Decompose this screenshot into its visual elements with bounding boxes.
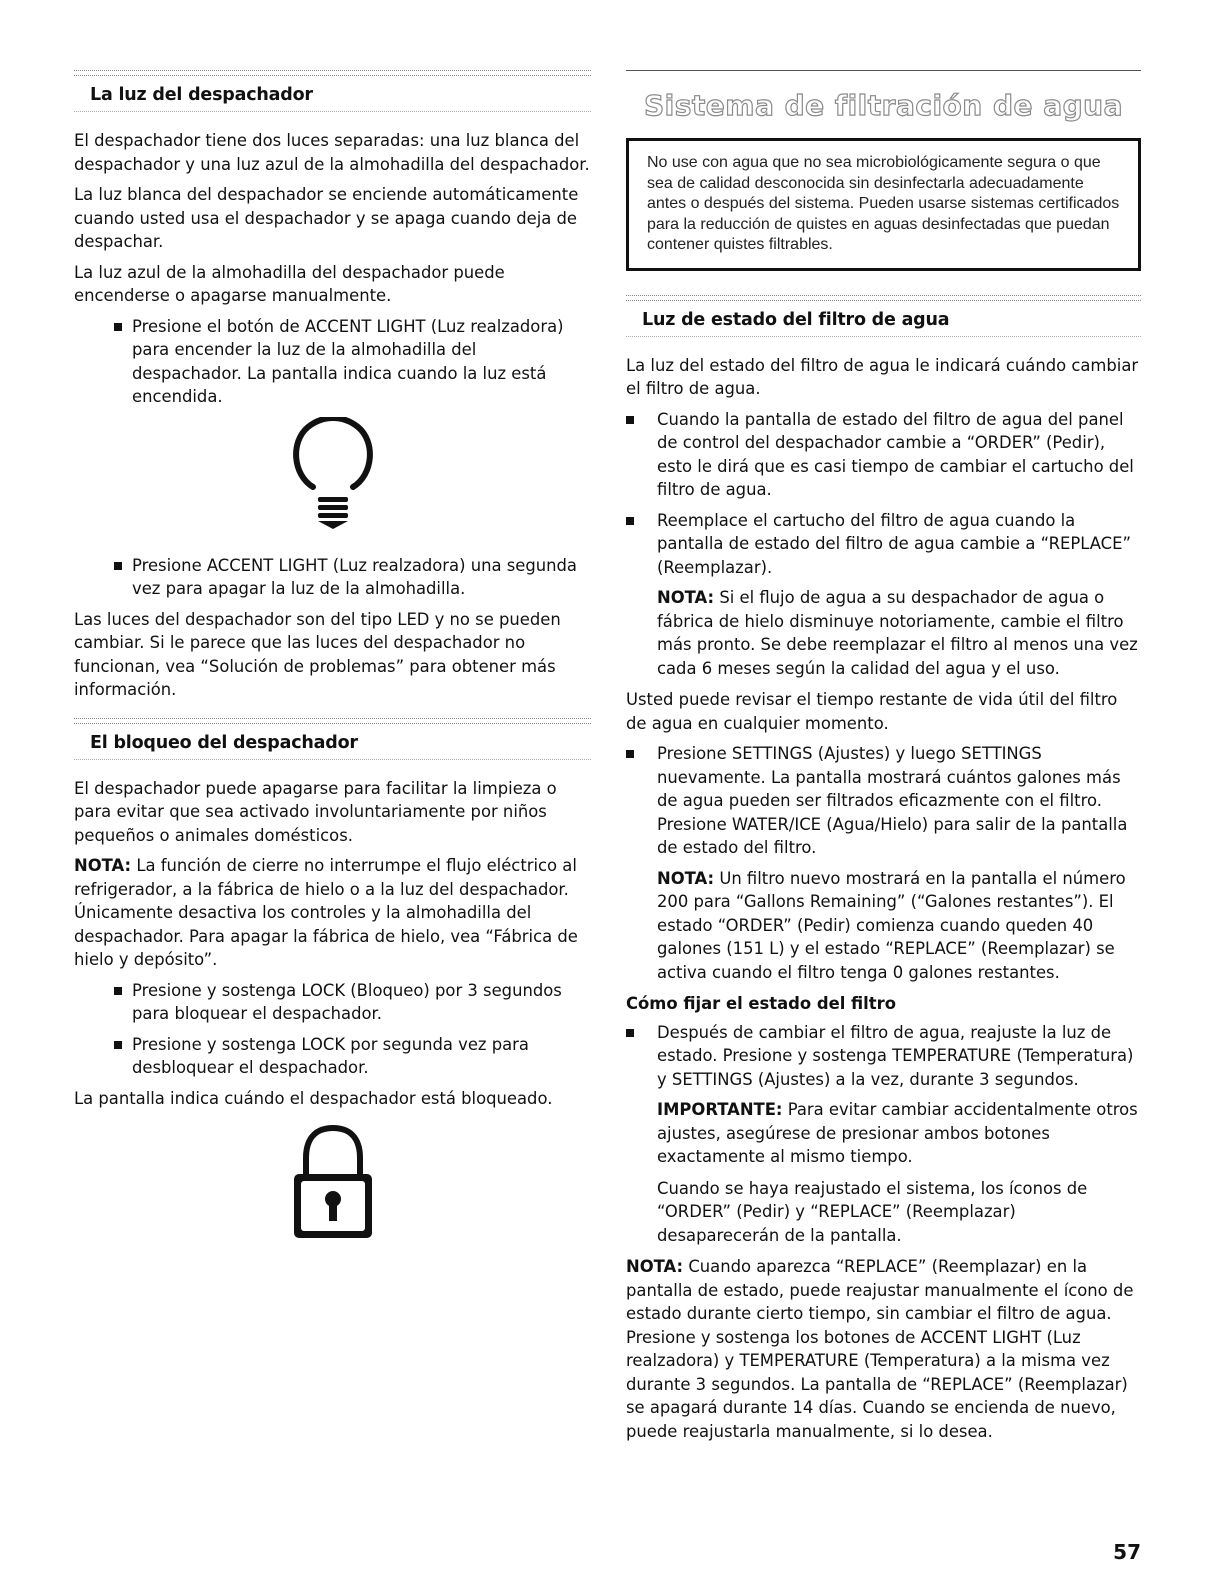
bullet-square <box>626 750 634 758</box>
heading-dispenser-light: La luz del despachador <box>90 85 313 105</box>
important-paragraph: IMPORTANTE: Para evitar cambiar accidentalmente otros ajustes, asegúrese de presionar ambos botones exactamente al mismo tiempo. <box>657 1100 1138 1166</box>
paragraph: Usted puede revisar el tiempo restante de vida útil del filtro de agua en cualquier momento. <box>626 690 1118 733</box>
bullet-item: Presione SETTINGS (Ajustes) y luego SETTINGS nuevamente. La pantalla mostrará cuántos galones más de agua pueden ser filtrados eficazmente con el filtro. Presione WATER/ICE (Agua/Hielo) para salir de la pantalla de estado del filtro. <box>626 742 1141 860</box>
right-column <box>626 70 1141 1450</box>
note-paragraph: NOTA: Cuando aparezca “REPLACE” (Reemplazar) en la pantalla de estado, puede reajustar manualmente el ícono de estado durante cierto tiempo, sin cambiar el filtro de agua. Presione y sostenga los botones de ACCENT LIGHT (Luz realzadora) y TEMPERATURE (Temperatura) a la misma vez durante 3 segundos. La pantalla de “REPLACE” (Reemplazar) se apagará durante 14 días. Cuando se encienda de nuevo, puede reajustarla manualmente, si lo desea. <box>626 1257 1134 1441</box>
bullet-square <box>626 1029 634 1037</box>
section-header-filter-status <box>626 295 1141 339</box>
page-number: 57 <box>1113 1540 1141 1564</box>
bullet-item: Reemplace el cartucho del filtro de agua cuando la pantalla de estado del filtro de agua cambie a “REPLACE” (Reemplazar). <box>626 509 1141 580</box>
warning-box <box>626 138 1141 271</box>
section-header-dispenser-light <box>74 70 591 114</box>
padlock-icon <box>74 1124 591 1242</box>
paragraph: La luz del estado del filtro de agua le indicará cuándo cambiar el filtro de agua. <box>626 355 1139 398</box>
paragraph: La luz azul de la almohadilla del despachador puede encenderse o apagarse manualmente. <box>74 262 505 305</box>
bullet-item: Presione y sostenga LOCK (Bloqueo) por 3 segundos para bloquear el despachador. <box>74 979 591 1026</box>
bullet-square <box>114 987 122 995</box>
page-title: Sistema de filtración de agua <box>643 89 1124 122</box>
bullet-item: Presione el botón de ACCENT LIGHT (Luz realzadora) para encender la luz de la almohadilla del despachador. La pantalla indica cuando la luz está encendida. <box>74 315 591 409</box>
section-header-dispenser-lock <box>74 718 591 762</box>
subheading-reset-filter: Cómo fijar el estado del filtro <box>626 994 896 1013</box>
bullet-square <box>626 416 634 424</box>
paragraph: El despachador puede apagarse para facilitar la limpieza o para evitar que sea activado involuntariamente por niños pequeños o animales domésticos. <box>74 778 557 845</box>
bullet-item: Presione y sostenga LOCK por segunda vez para desbloquear el despachador. <box>74 1033 591 1080</box>
note-paragraph: NOTA: Un filtro nuevo mostrará en la pantalla el número 200 para “Gallons Remaining” (“Galones restantes”). El estado “ORDER” (Pedir) comienza cuando queden 40 galones (151 L) y el estado “REPLACE” (Reemplazar) se activa cuando el filtro tenga 0 galones restantes. <box>657 868 1126 982</box>
paragraph: El despachador tiene dos luces separadas: una luz blanca del despachador y una luz azul de la almohadilla del despachador. <box>74 131 590 174</box>
note-paragraph: NOTA: La función de cierre no interrumpe el flujo eléctrico al refrigerador, a la fábrica de hielo o a la luz del despachador. Únicamente desactiva los controles y la almohadilla del despachador. Para apagar la fábrica de hielo, vea “Fábrica de hielo y depósito”. <box>74 856 578 969</box>
bullet-item: Después de cambiar el filtro de agua, reajuste la luz de estado. Presione y sostenga TEMPERATURE (Temperatura) y SETTINGS (Ajustes) a la vez, durante 3 segundos. <box>626 1021 1141 1092</box>
top-rule <box>626 70 1141 71</box>
left-column <box>74 70 591 1254</box>
light-bulb-icon <box>74 417 591 542</box>
bullet-square <box>114 1041 122 1049</box>
paragraph: Las luces del despachador son del tipo LED y no se pueden cambiar. Si le parece que las luces del despachador no funcionan, vea “Solución de problemas” para obtener más información. <box>74 609 561 699</box>
paragraph: Cuando se haya reajustado el sistema, los íconos de “ORDER” (Pedir) y “REPLACE” (Reemplazar) desaparecerán de la pantalla. <box>657 1178 1088 1245</box>
paragraph: La pantalla indica cuándo el despachador está bloqueado. <box>74 1088 553 1108</box>
bullet-item: Cuando la pantalla de estado del filtro de agua del panel de control del despachador cambie a “ORDER” (Pedir), esto le dirá que es casi tiempo de cambiar el cartucho del filtro de agua. <box>626 408 1141 502</box>
bullet-square <box>114 323 122 331</box>
heading-filter-status: Luz de estado del filtro de agua <box>642 309 950 330</box>
bullet-item: Presione ACCENT LIGHT (Luz realzadora) una segunda vez para apagar la luz de la almohadilla. <box>74 554 591 601</box>
warning-text: No use con agua que no sea microbiológicamente segura o que sea de calidad desconocida sin desinfectarla adecuadamente antes o después del sistema. Pueden usarse sistemas certificados para la reducción de quistes en aguas desinfectadas que puedan contener quistes filtrables. <box>647 154 1120 253</box>
bullet-square <box>114 562 122 570</box>
bullet-square <box>626 517 634 525</box>
heading-dispenser-lock: El bloqueo del despachador <box>90 732 358 753</box>
paragraph: La luz blanca del despachador se enciende automáticamente cuando usted usa el despachador y se apaga cuando deja de despachar. <box>74 185 579 251</box>
note-paragraph: NOTA: Si el flujo de agua a su despachador de agua o fábrica de hielo disminuye notoriamente, cambie el filtro más pronto. Se debe reemplazar el filtro al menos una vez cada 6 meses según la calidad del agua y el uso. <box>657 588 1138 678</box>
